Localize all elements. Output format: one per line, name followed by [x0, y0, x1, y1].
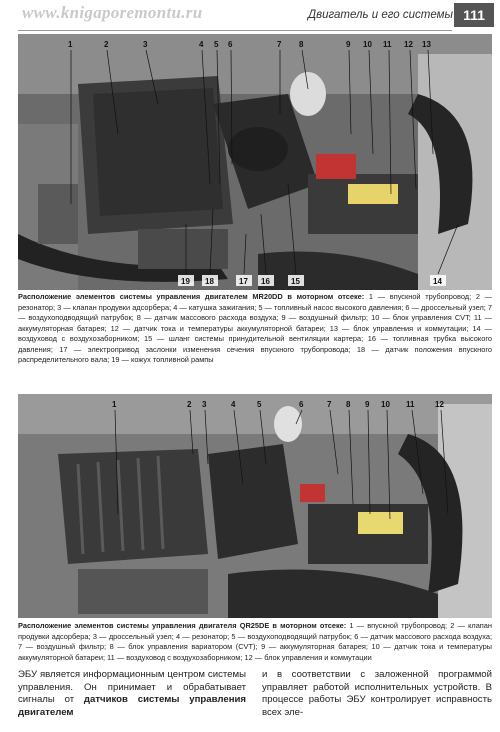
fig2-callout-9: 9 — [365, 400, 370, 409]
engine-photo-mr20dd — [18, 34, 492, 290]
callout-13: 13 — [422, 40, 431, 49]
callout-15: 15 — [291, 277, 300, 286]
callout-6: 6 — [228, 40, 233, 49]
body-left-text: ЭБУ является информационным центром системы управления. Он принимает и обрабатывает сигналы от — [18, 669, 246, 706]
fig2-callout-7: 7 — [327, 400, 332, 409]
fig2-callout-4: 4 — [231, 400, 236, 409]
callout-1: 1 — [68, 40, 73, 49]
callout-9: 9 — [346, 40, 351, 49]
callout-17: 17 — [239, 277, 248, 286]
body-right-column — [262, 669, 492, 720]
fig2-callout-11: 11 — [406, 400, 415, 409]
callout-4: 4 — [199, 40, 204, 49]
figure2-caption-lead: Расположение элементов системы управления двигателя QR25DE в моторном отсеке: — [18, 621, 347, 630]
callout-2: 2 — [104, 40, 109, 49]
callout-19: 19 — [181, 277, 190, 286]
figure1-caption-lead: Расположение элементов системы управления двигателем MR20DD в моторном отсеке: — [18, 292, 365, 301]
page-number: 111 — [454, 3, 494, 27]
fig2-callout-8: 8 — [346, 400, 351, 409]
engine-photo-qr25de — [18, 394, 492, 618]
fig2-callout-10: 10 — [381, 400, 390, 409]
body-left-strong: датчиков системы управления двигателем — [18, 694, 246, 718]
figure2-caption-text: 1 — впускной трубопровод; 2 — клапан продувки адсорбера; 3 — дроссельный узел; 4 — резонатор; 5 — воздухоподводящий патрубок; 6 — датчик массового расхода воздуха; 7 — воздушный фильтр; 8 — блок управления вариатором (CVT); 9 — аккумуляторная батарея; 10 — датчик тока и температуры аккумуляторной батареи; 11 — воздуховод с воздухозаборником; 12 — блок управления и коммутации — [18, 621, 492, 662]
body-right-text: и в соответствии с заложенной программой управляет работой исполнительных устройств. В процессе работы ЭБУ контролирует исправность всех эле- — [262, 669, 492, 718]
body-left-column — [18, 669, 246, 720]
fig2-callout-12: 12 — [435, 400, 444, 409]
site-watermark: www.knigaporemontu.ru — [22, 3, 203, 22]
callout-10: 10 — [363, 40, 372, 49]
callout-14: 14 — [433, 277, 442, 286]
callout-18: 18 — [205, 277, 214, 286]
figure1-caption-text: 1 — впускной трубопровод; 2 — резонатор; 3 — клапан продувки адсорбера; 4 — катушка зажигания; 5 — топливный насос высокого давления; 6 — дроссельный узел; 7 — воздухоподводящий патрубок; 8 — датчик массового расхода воздуха; 9 — воздушный фильтр; 10 — блок управления CVT; 11 — аккумуляторная батарея; 12 — датчик тока и температуры аккумуляторной батареи; 13 — блок управления и коммутации; 14 — воздуховод с воздухозаборником; 15 — шланг системы принудительной вентиляции картера; 16 — топливная трубка высокого давления; 17 — электропривод заслонки изменения сечения впускного трубопровода; 18 — датчик положения впускного распределительного вала; 19 — кожух топливной рампы — [18, 292, 492, 365]
callout-12: 12 — [404, 40, 413, 49]
section-title: Двигатель и его системы — [308, 9, 453, 21]
callout-7: 7 — [277, 40, 282, 49]
figure1-caption — [18, 292, 492, 366]
fig2-callout-6: 6 — [299, 400, 304, 409]
header-rule — [18, 30, 452, 31]
figure2-caption — [18, 621, 492, 663]
page-header — [0, 0, 500, 30]
fig2-callout-3: 3 — [202, 400, 207, 409]
fig2-callout-2: 2 — [187, 400, 192, 409]
callout-5: 5 — [214, 40, 219, 49]
fig2-callout-5: 5 — [257, 400, 262, 409]
callout-8: 8 — [299, 40, 304, 49]
callout-11: 11 — [383, 40, 392, 49]
callout-3: 3 — [143, 40, 148, 49]
callout-16: 16 — [261, 277, 270, 286]
fig2-callout-1: 1 — [112, 400, 117, 409]
